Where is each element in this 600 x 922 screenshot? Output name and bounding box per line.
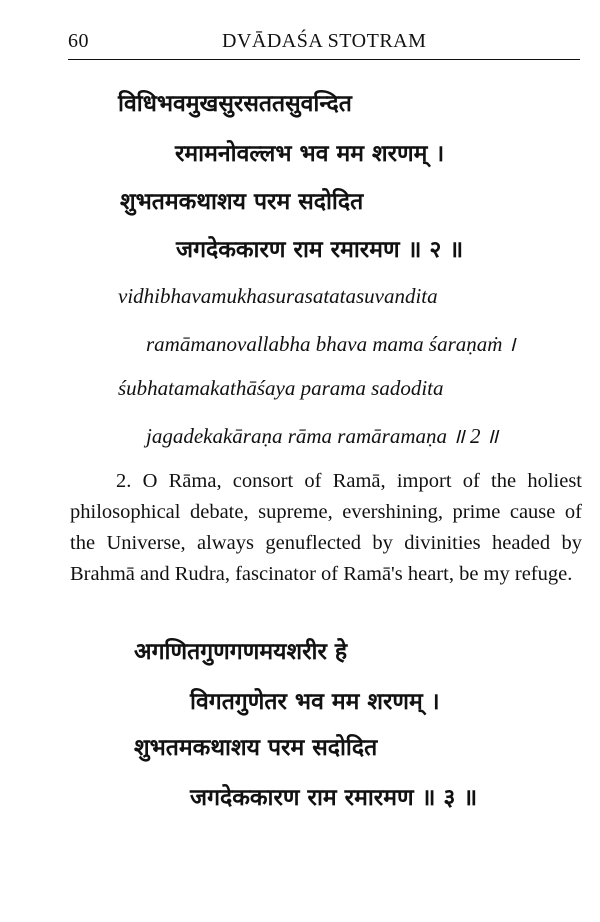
verse-2-transliteration-line-2: ramāmanovallabha bhava mama śaraṇaṁ । (146, 332, 516, 356)
page-number: 60 (68, 30, 89, 52)
verse-3-devanagari-line-1: अगणितगुणगणमयशरीर हे (134, 639, 348, 665)
verse-2-translation: 2. O Rāma, consort of Ramā, import of the holiest philosophical debate, supreme, evershining, prime cause of the Universe, always genuflected by divinities headed by Brahmā and Rudra, fascinator of Ramā's heart, be my refuge. (70, 470, 582, 585)
verse-2-transliteration-line-3: śubhatamakathāśaya parama sadodita (118, 376, 444, 400)
header-rule (68, 59, 580, 60)
verse-3-devanagari-line-4: जगदेककारण राम रमारमण ॥ ३ ॥ (190, 785, 478, 811)
verse-2-transliteration-line-1: vidhibhavamukhasurasatatasuvandita (118, 284, 438, 308)
verse-3-devanagari-line-2: विगतगुणेतर भव मम शरणम् । (190, 689, 440, 715)
verse-2-devanagari-line-1: विधिभवमुखसुरसततसुवन्दित (118, 91, 352, 117)
verse-3-devanagari-line-3: शुभतमकथाशय परम सदोदित (134, 735, 378, 761)
page-header (68, 30, 580, 62)
running-title: DVĀDAŚA STOTRAM (222, 30, 427, 52)
verse-2-devanagari-line-4: जगदेककारण राम रमारमण ॥ २ ॥ (176, 237, 464, 263)
verse-2-transliteration-line-4: jagadekakāraṇa rāma ramāramaṇa ॥ 2 ॥ (146, 424, 499, 448)
verse-2-devanagari-line-2: रमामनोवल्लभ भव मम शरणम् । (175, 141, 445, 167)
verse-2-devanagari-line-3: शुभतमकथाशय परम सदोदित (120, 189, 364, 215)
